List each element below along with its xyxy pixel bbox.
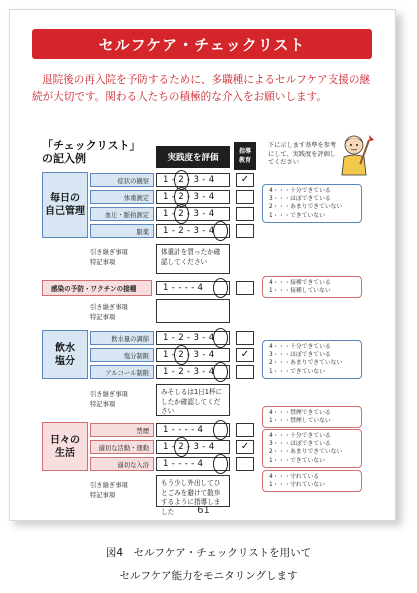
legend-four-level bbox=[262, 184, 362, 223]
item-activity: 適切な活動・運動 bbox=[90, 440, 154, 454]
category-daily-life bbox=[42, 422, 88, 471]
legend-line: 1・・・守れていない bbox=[269, 482, 325, 489]
check-activity[interactable]: ✓ bbox=[236, 440, 254, 454]
category-life-line2: 生活 bbox=[55, 447, 75, 459]
scale-symptom[interactable]: 1 - 2 - 3 - 4 bbox=[156, 173, 230, 187]
legend-line: 4・・・十分できている bbox=[269, 433, 331, 439]
category-water-salt bbox=[42, 330, 88, 379]
handover-label-line2: 特記事項 bbox=[90, 259, 116, 266]
item-no-smoking: 禁煙 bbox=[90, 423, 154, 437]
legend-line: 1・・・接種していない bbox=[269, 288, 331, 295]
figure-caption-line1: 図4 セルフケア・チェックリストを用いて bbox=[105, 547, 312, 559]
legend-line: 2・・・あまりできていない bbox=[269, 360, 343, 367]
speech-note: 下に示します基準を参考にして、実践度を評価してください bbox=[268, 142, 337, 166]
legend-line: 2・・・あまりできていない bbox=[269, 449, 343, 456]
scale-bathing[interactable]: 1 - - - - 4 bbox=[156, 457, 230, 471]
figure-caption-line2: セルフケア能力をモニタリングします bbox=[119, 570, 298, 582]
item-symptom: 症状の観察 bbox=[90, 173, 154, 187]
legend-line: 2・・・あまりできていない bbox=[269, 204, 343, 211]
page-number: 61 bbox=[197, 505, 210, 516]
item-alcohol-limit: アルコール制限 bbox=[90, 365, 154, 379]
category-life-line1: 日々の bbox=[50, 434, 80, 446]
item-medication: 服薬 bbox=[90, 224, 154, 238]
guidance-header-line1: 指導 bbox=[238, 148, 251, 155]
legend-line: 4・・・接種できている bbox=[269, 280, 331, 286]
legend-four-level-life bbox=[262, 429, 362, 468]
check-bp-pulse[interactable] bbox=[236, 207, 254, 221]
handover-text-water[interactable]: みそしるは1日1杯にしたか確認してください bbox=[156, 384, 230, 416]
handover-text-daily[interactable]: 体重計を買ったか確認してください bbox=[156, 244, 230, 274]
title-text: セルフケア・チェックリスト bbox=[98, 35, 306, 54]
legend-line: 3・・・ほぼできている bbox=[269, 196, 331, 203]
guidance-header-line2: 教育 bbox=[238, 157, 251, 164]
scale-medication[interactable]: 1 - 2 - 3 - 4 bbox=[156, 224, 230, 238]
legend-line: 4・・・十分できている bbox=[269, 344, 331, 350]
item-water-intake: 飲水量の調節 bbox=[90, 331, 154, 345]
handover-label-line1: 引き継ぎ事項 bbox=[90, 482, 128, 489]
handover-label-line2: 特記事項 bbox=[90, 314, 116, 321]
handover-text-infection[interactable] bbox=[156, 299, 230, 323]
check-symptom[interactable]: ✓ bbox=[236, 173, 254, 187]
category-daily-line2: 自己管理 bbox=[45, 206, 85, 217]
check-water-intake[interactable] bbox=[236, 331, 254, 345]
example-title: 「チェックリスト」の記入例 bbox=[42, 139, 141, 165]
item-weight: 体重測定 bbox=[90, 190, 154, 204]
category-daily-line1: 毎日の bbox=[50, 193, 80, 204]
handover-label-line1: 引き継ぎ事項 bbox=[90, 304, 128, 311]
item-bathing: 適切な入浴 bbox=[90, 457, 154, 471]
legend-line: 1・・・できていない bbox=[269, 368, 325, 375]
intro-text: 退院後の再入院を予防するために、多職種によるセルフケア支援の継続が大切です。関わる人たちの積極的な介入をお願いします。 bbox=[32, 74, 371, 103]
handover-label bbox=[90, 481, 128, 501]
scale-activity[interactable]: 1 - 2 - 3 - 4 bbox=[156, 440, 230, 454]
item-infection: 感染の予防・ワクチンの接種 bbox=[42, 280, 152, 296]
handover-label bbox=[90, 390, 128, 410]
legend-vaccine bbox=[262, 276, 362, 298]
check-alcohol-limit[interactable] bbox=[236, 365, 254, 379]
document-page bbox=[9, 9, 396, 521]
nurse-character-icon bbox=[334, 131, 380, 177]
evaluate-header: 実践度を評価 bbox=[156, 146, 230, 168]
legend-line: 4・・・禁煙できている bbox=[269, 410, 331, 416]
handover-label-line1: 引き継ぎ事項 bbox=[90, 249, 128, 256]
handover-label-line2: 特記事項 bbox=[90, 401, 116, 408]
handover-label-line2: 特記事項 bbox=[90, 492, 116, 499]
page-title bbox=[32, 29, 372, 59]
check-salt-limit[interactable]: ✓ bbox=[236, 348, 254, 362]
scale-no-smoking[interactable]: 1 - - - - 4 bbox=[156, 423, 230, 437]
legend-four-level-water bbox=[262, 340, 362, 379]
check-weight[interactable] bbox=[236, 190, 254, 204]
scale-water-intake[interactable]: 1 - 2 - 3 - 4 bbox=[156, 331, 230, 345]
scale-weight[interactable]: 1 - 2 - 3 - 4 bbox=[156, 190, 230, 204]
scale-alcohol-limit[interactable]: 1 - 2 - 3 - 4 bbox=[156, 365, 230, 379]
legend-smoking bbox=[262, 406, 362, 428]
category-water-line1: 飲水 bbox=[55, 342, 75, 354]
check-medication[interactable] bbox=[236, 224, 254, 238]
item-bp-pulse: 血圧・脈拍測定 bbox=[90, 207, 154, 221]
legend-line: 4・・・守れている bbox=[269, 474, 320, 480]
legend-line: 1・・・禁煙していない bbox=[269, 418, 331, 425]
handover-label bbox=[90, 303, 128, 323]
category-daily bbox=[42, 172, 88, 238]
scale-salt-limit[interactable]: 1 - 2 - 3 - 4 bbox=[156, 348, 230, 362]
check-bathing[interactable] bbox=[236, 457, 254, 471]
check-no-smoking[interactable] bbox=[236, 423, 254, 437]
handover-text-life[interactable]: もう少し外出してひとごみを避けて散歩するように指導しました bbox=[156, 475, 230, 507]
item-salt-limit: 塩分制限 bbox=[90, 348, 154, 362]
handover-label-line1: 引き継ぎ事項 bbox=[90, 391, 128, 398]
legend-line: 1・・・できていない bbox=[269, 457, 325, 464]
scale-bp-pulse[interactable]: 1 - 2 - 3 - 4 bbox=[156, 207, 230, 221]
scale-infection[interactable]: 1 - - - - 4 bbox=[156, 281, 230, 295]
check-infection[interactable] bbox=[236, 281, 254, 295]
legend-line: 1・・・できていない bbox=[269, 212, 325, 219]
legend-line: 4・・・十分できている bbox=[269, 188, 331, 194]
legend-line: 3・・・ほぼできている bbox=[269, 352, 331, 359]
handover-label bbox=[90, 248, 128, 268]
legend-bathing bbox=[262, 470, 362, 492]
legend-line: 3・・・ほぼできている bbox=[269, 441, 331, 448]
category-water-line2: 塩分 bbox=[55, 355, 75, 367]
guidance-header bbox=[234, 142, 256, 170]
